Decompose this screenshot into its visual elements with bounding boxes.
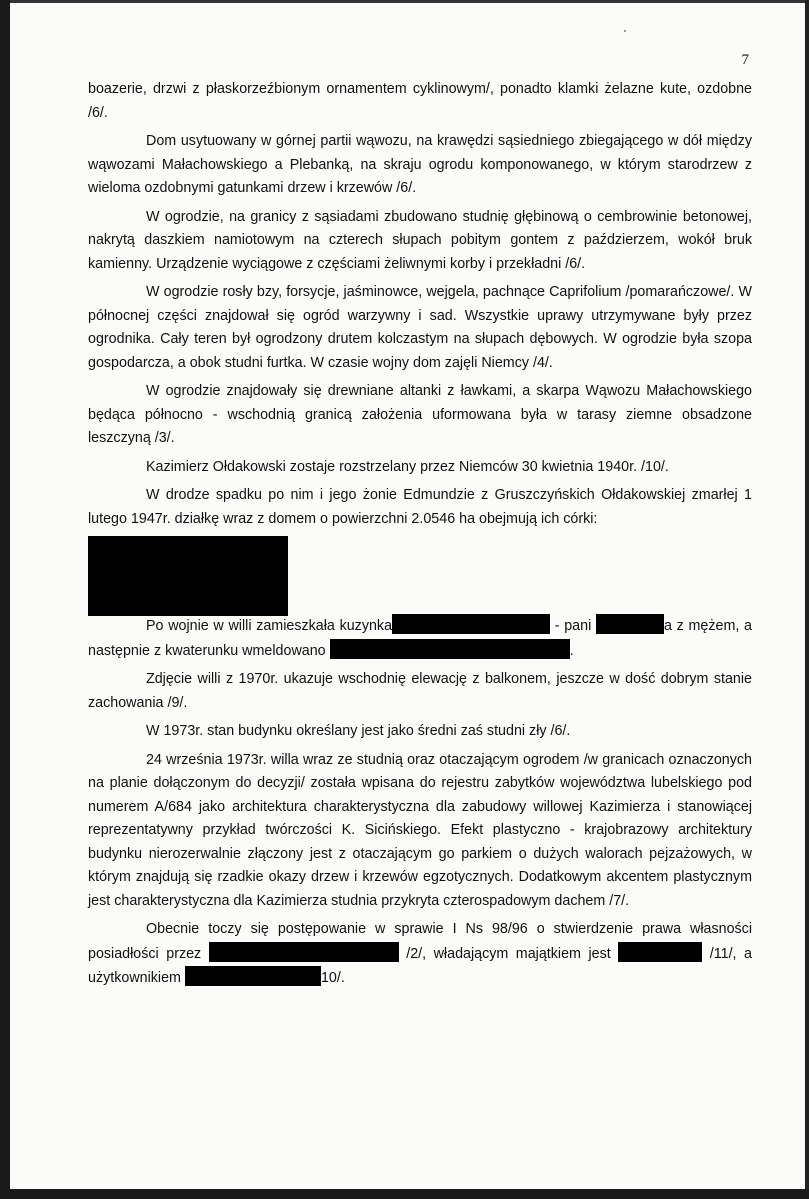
paragraph-8	[88, 614, 752, 663]
redaction-block-heirs-list	[88, 536, 288, 616]
scan-edge-left	[0, 0, 10, 1199]
paragraph-3: W ogrodzie, na granicy z sąsiadami zbudowano studnię głębinową o cembrowinie betonowej, nakrytą daszkiem namiotowym na czterech słupach pobitym gontem z paździerzem, wokół bruk kamienny. Urządzenie wyciągowe z częściami żeliwnymi korby i przekładni /6/.	[88, 208, 752, 272]
redaction-manager-name	[618, 942, 702, 962]
scan-edge-top	[0, 0, 809, 3]
document-body	[88, 78, 752, 996]
redaction-cousin-name	[392, 614, 550, 634]
scan-edge-right	[805, 0, 809, 1199]
paragraph-2: Dom usytuowany w górnej partii wąwozu, na krawędzi sąsiedniego zbiegającego w dół między wąwozami Małachowskiego a Plebanką, na skraju ogrodu komponowanego, w którym starodrzew z wieloma ozdobnymi gatunkami drzew i krzewów /6/.	[88, 133, 752, 196]
paragraph-12-part-a: Obecnie toczy się postępowanie w sprawie I Ns 98/96 o stwierdzenie prawa własności posiadłości przez	[88, 921, 752, 962]
paragraph-9: Zdjęcie willi z 1970r. ukazuje wschodnię elewację z balkonem, jeszcze w dość dobrym stanie zachowania /9/.	[88, 671, 752, 711]
redaction-lodger-name	[330, 639, 570, 659]
redaction-pani-name	[596, 614, 664, 634]
paragraph-8-part-a: Po wojnie w willi zamieszkała kuzynka	[146, 618, 393, 634]
paragraph-1: boazerie, drzwi z płaskorzeźbionym ornamentem cyklinowym/, ponadto klamki żelazne kute, ozdobne /6/.	[88, 81, 752, 121]
redaction-claimant-name	[209, 942, 399, 962]
paragraph-4: W ogrodzie rosły bzy, forsycje, jaśminowce, wejgela, pachnące Caprifolium /pomarańczowe/. W północnej części znajdował się ogród warzywny i sad. Wszystkie uprawy utrzymywane były przez ogrodnika. Cały teren był ogrodzony drutem kolczastym na słupach dębowych. W ogrodzie była szopa gospodarcza, a obok studni furtka. W czasie wojny dom zajęli Niemcy /4/.	[88, 284, 752, 371]
paragraph-6: Kazimierz Ołdakowski zostaje rozstrzelany przez Niemców 30 kwietnia 1940r. /10/.	[146, 458, 669, 475]
paragraph-12-part-d: 10/.	[320, 970, 345, 986]
paragraph-12-part-b: /2/, władającym majątkiem jest	[406, 945, 611, 962]
paragraph-8-part-c: a z mężem, a następnie z kwaterunku wmeldowano	[88, 618, 753, 659]
paragraph-8-part-d: .	[569, 642, 574, 659]
paragraph-7: W drodze spadku po nim i jego żonie Edmundzie z Gruszczyńskich Ołdakowskiej zmarłej 1 lutego 1947r. działkę wraz z domem o powierzchni 2.0546 ha obejmują ich córki:	[88, 487, 752, 527]
paragraph-5: W ogrodzie znajdowały się drewniane altanki z ławkami, a skarpa Wąwozu Małachowskiego będąca północno - wschodnią granicą założenia uformowana była w tarasy ziemne obsadzone leszczyną /3/.	[88, 383, 752, 446]
redaction-user-name	[185, 966, 321, 986]
scan-artifact-dot	[624, 30, 626, 32]
paragraph-12	[88, 918, 752, 991]
paragraph-11: 24 września 1973r. willa wraz ze studnią oraz otaczającym ogrodem /w granicach oznaczonych na planie dołączonym do decyzji/ została wpisana do rejestru zabytków województwa lubelskiego pod numerem A/684 jako architektura charakterystyczna dla zabudowy willowej Kazimierza i stanowiącej reprezentatywny przykład twórczości K. Sicińskiego. Efekt plastyczno - krajobrazowy architektury budynku nierozerwalnie złączony jest z otaczającym go parkiem o dużych walorach pejzażowych, w którym znajdują się rzadkie okazy drzew i krzewów egzotycznych. Dodatkowym akcentem plastycznym jest charakterystyczna dla Kazimierza studnia przykryta czterospadowym dachem /7/.	[88, 751, 752, 909]
paragraph-8-part-b: - pani	[554, 618, 592, 634]
scan-edge-bottom	[0, 1189, 809, 1199]
paragraph-10: W 1973r. stan budynku określany jest jako średni zaś studni zły /6/.	[146, 723, 571, 739]
page-number: 7	[741, 52, 749, 68]
paragraph-12-part-c: /11/, a użytkownikiem	[88, 945, 752, 986]
